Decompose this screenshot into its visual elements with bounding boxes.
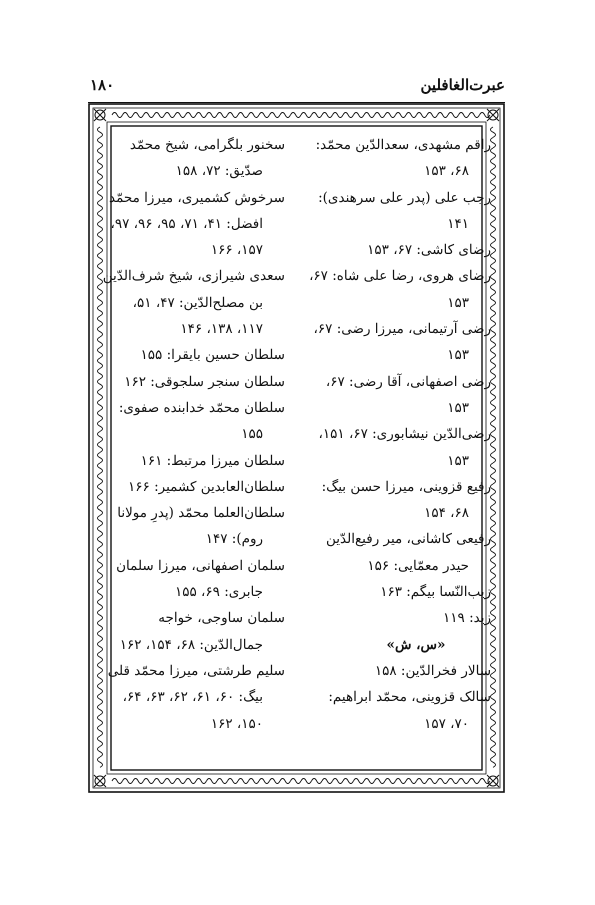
index-entry — [95, 605, 285, 658]
entry-name: رجب علی (پدر علی سرهندی): — [318, 189, 491, 206]
index-entry — [301, 369, 491, 422]
running-title: عبرت‌الغافلین — [420, 76, 505, 94]
index-entry — [301, 579, 491, 605]
entry-name: رفیعی کاشانی، میر رفیع‌الدّین — [326, 531, 491, 548]
index-column-left — [95, 132, 285, 737]
entry-name: سعدی شیرازی، شیخ شرف‌الدّین — [102, 268, 285, 285]
entry-continuation: ۶۸، ۱۵۳ — [424, 163, 469, 180]
entry-name: رضای هروی، رضا علی شاه: ۶۷، — [309, 268, 491, 285]
entry-continuation: ۱۵۳ — [447, 294, 469, 311]
index-entry — [301, 605, 491, 631]
index-entry — [301, 526, 491, 579]
entry-name: سلمان اصفهانی، میرزا سلمان — [116, 557, 285, 574]
entry-name: سلطان حسین بایقرا: ۱۵۵ — [140, 347, 285, 364]
entry-continuation: جابری: ۶۹، ۱۵۵ — [174, 584, 263, 601]
entry-continuation: بن مصلح‌الدّین: ۴۷، ۵۱، — [132, 294, 263, 311]
entry-continuation: ۶۸، ۱۵۴ — [424, 505, 469, 522]
entry-name: سلطان‌العلما محمّد (پدرِ مولانا — [117, 505, 285, 522]
entry-name: سخنور بلگرامی، شیخ محمّد — [129, 137, 285, 153]
entry-name: رضی آرتیمانی، میرزا رضی: ۶۷، — [313, 321, 491, 338]
entry-name: سلطان‌العابدین کشمیر: ۱۶۶ — [128, 478, 285, 495]
entry-name: سلیم طرشتی، میرزا محمّد قلی — [107, 662, 285, 679]
entry-continuation: ۱۵۳ — [447, 452, 469, 469]
index-entry — [95, 658, 285, 737]
index-entry — [301, 316, 491, 369]
entry-continuation: حیدر معمّایی: ۱۵۶ — [367, 557, 469, 574]
index-entry — [95, 132, 285, 185]
entry-continuation: جمال‌الدّین: ۶۸، ۱۵۴، ۱۶۲ — [119, 636, 263, 653]
section-heading: «س، ش» — [386, 636, 446, 653]
entry-continuation: صدّیق: ۷۲، ۱۵۸ — [175, 163, 263, 180]
entry-continuation: ۱۱۷، ۱۳۸، ۱۴۶ — [180, 321, 263, 338]
entry-continuation: ۱۵۵ — [241, 426, 263, 443]
entry-name: سلطان سنجر سلجوقی: ۱۶۲ — [124, 373, 285, 390]
page-header — [88, 76, 505, 100]
entry-continuation: ۱۴۱ — [447, 215, 469, 232]
index-entry — [95, 500, 285, 553]
entry-continuation: ۱۵۳ — [447, 399, 469, 416]
entry-continuation: بیگ: ۶۰، ۶۱، ۶۲، ۶۳، ۶۴، — [122, 689, 263, 706]
entry-name: راقم مشهدی، سعدالدّین محمّد: — [315, 137, 491, 153]
index-entry — [301, 237, 491, 263]
entry-continuation: ۱۵۷، ۱۶۶ — [210, 242, 263, 259]
entry-name: رضی اصفهانی، آقا رضی: ۶۷، — [325, 373, 491, 390]
index-entry — [301, 474, 491, 527]
index-column-right — [301, 132, 491, 737]
index-entry — [95, 474, 285, 500]
entry-name: زید: ۱۱۹ — [443, 610, 491, 627]
index-entry — [95, 395, 285, 448]
entry-name: رضای کاشی: ۶۷، ۱۵۳ — [367, 242, 491, 259]
entry-name: سلطان محمّد خدابنده صفوی: — [118, 399, 285, 416]
entry-continuation: ۱۵۰، ۱۶۲ — [210, 715, 263, 732]
entry-name: سرخوش کشمیری، میرزا محمّد — [108, 189, 285, 206]
index-entry — [301, 684, 491, 737]
entry-name: زیب‌النّسا بیگم: ۱۶۳ — [380, 584, 491, 601]
entry-continuation: ۷۰، ۱۵۷ — [424, 715, 469, 732]
index-entry — [95, 369, 285, 395]
entry-name: رفیع قزوینی، میرزا حسن بیگ: — [321, 478, 491, 495]
entry-name: سلمان ساوجی، خواجه — [158, 610, 285, 627]
entry-name: سالار فخرالدّین: ۱۵۸ — [374, 662, 491, 679]
index-entry — [95, 263, 285, 342]
index-entry — [95, 185, 285, 264]
index-entry — [301, 421, 491, 474]
entry-continuation: افضل: ۴۱، ۷۱، ۹۵، ۹۶، ۹۷، — [110, 215, 263, 232]
page-number: ۱۸۰ — [90, 76, 115, 94]
index-entry — [301, 185, 491, 238]
index-entry — [95, 553, 285, 606]
index-entry — [95, 448, 285, 474]
entry-continuation: روم): ۱۴۷ — [205, 531, 263, 548]
entry-name: رضی‌الدّین نیشابوری: ۶۷، ۱۵۱، — [318, 426, 491, 443]
index-entry — [95, 342, 285, 368]
index-entry — [301, 132, 491, 185]
entry-continuation: ۱۵۳ — [447, 347, 469, 364]
index-entry — [301, 658, 491, 684]
index-entry — [301, 263, 491, 316]
entry-name: سلطان میرزا مرتبط: ۱۶۱ — [140, 452, 285, 469]
entry-name: سالک قزوینی، محمّد ابراهیم: — [328, 689, 491, 706]
